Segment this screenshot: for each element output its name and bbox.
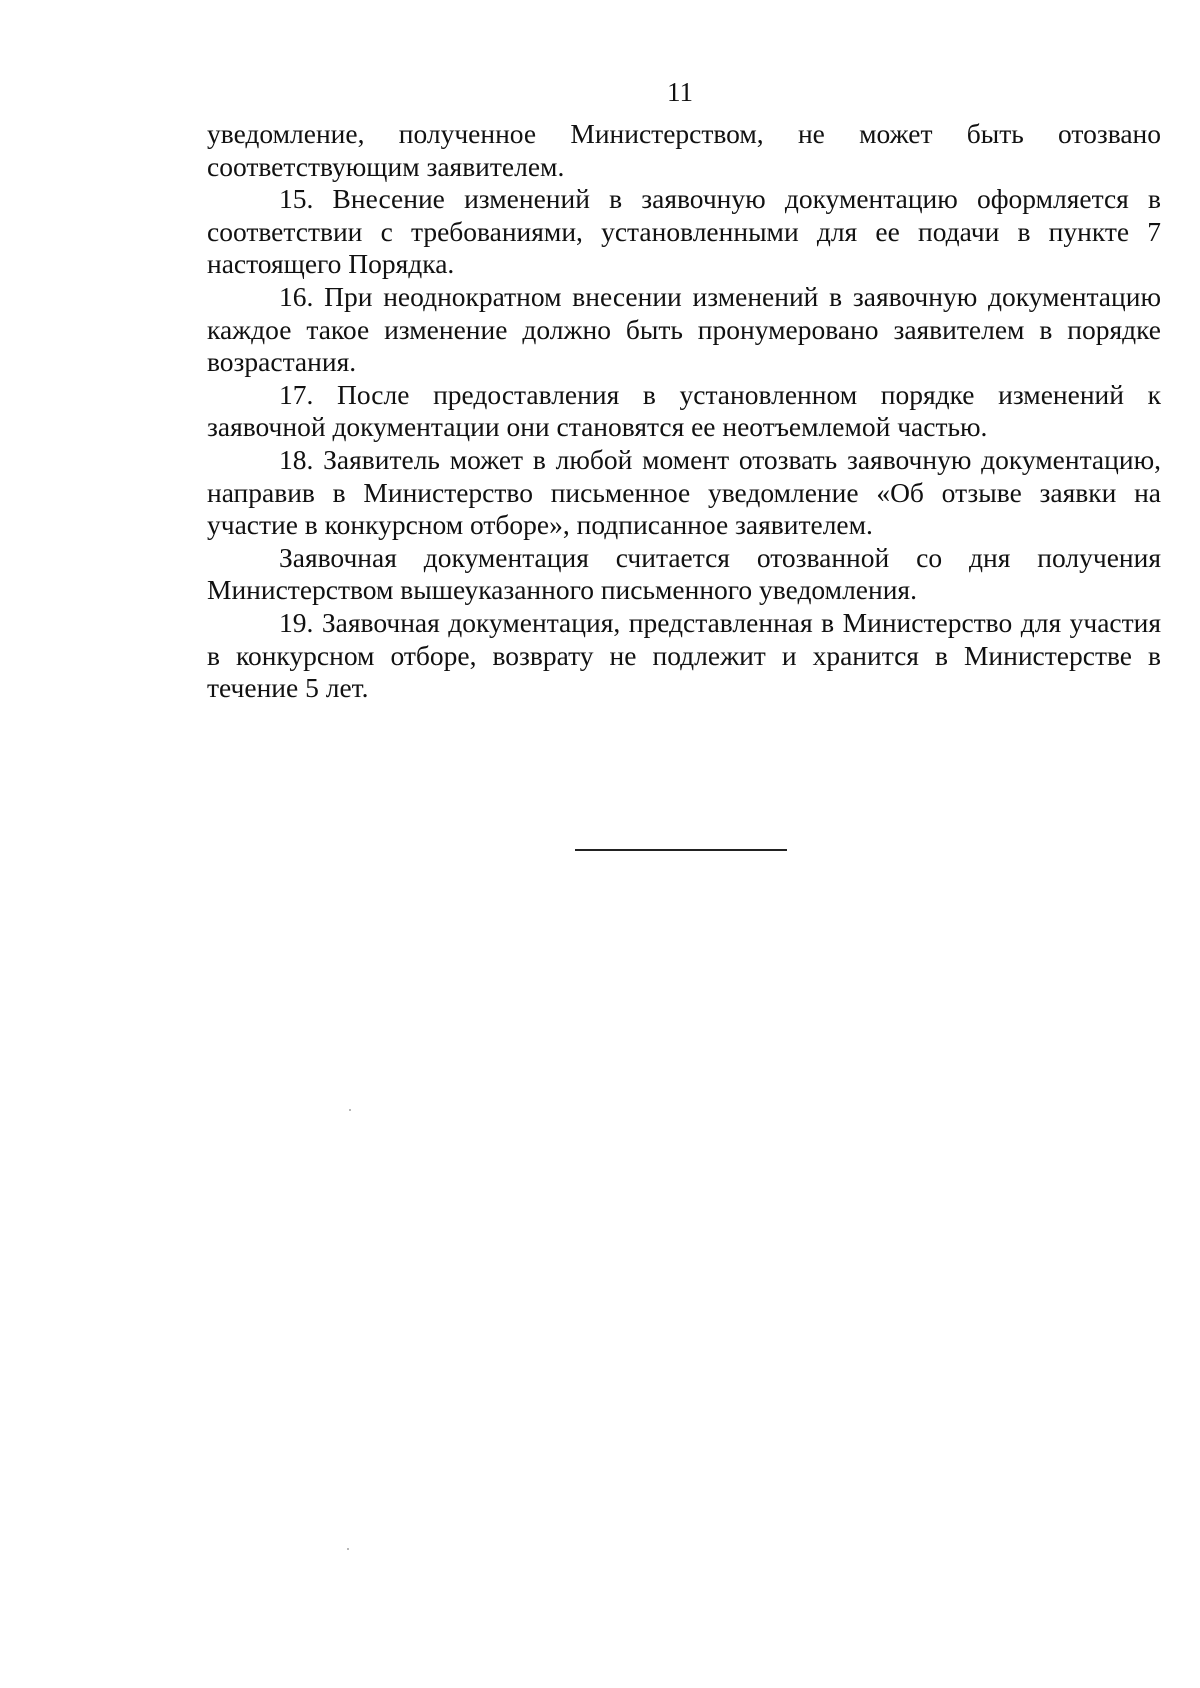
paragraph-15: 15. Внесение изменений в заявочную документацию оформляется в соответствии с требованиями, установленными для ее подачи в пункте 7 настоящего Порядка. [207,183,1161,280]
scan-speck [349,1109,351,1111]
paragraph-18: 18. Заявитель может в любой момент отозвать заявочную документацию, направив в Министерство письменное уведомление «Об отзыве заявки на участие в конкурсном отборе», подписанное заявителем. [207,443,1161,541]
page-number: 11 [667,77,693,107]
paragraph-16: 16. При неоднократном внесении изменений в заявочную документацию каждое такое изменение должно быть пронумеровано заявителем в порядке возрастания. [207,280,1161,378]
paragraph-continuation: уведомление, полученное Министерством, не может быть отозвано соответствующим заявителем. [207,118,1161,182]
end-separator-line [575,849,787,851]
scan-speck [347,1548,349,1550]
paragraph-18-note: Заявочная документация считается отозванной со дня получения Министерством вышеуказанного письменного уведомления. [207,541,1161,606]
paragraph-19: 19. Заявочная документация, представленная в Министерство для участия в конкурсном отборе, возврату не подлежит и хранится в Министерстве в течение 5 лет. [207,606,1161,704]
document-body [207,118,1161,705]
paragraph-17: 17. После предоставления в установленном порядке изменений к заявочной документации они становятся ее неотъемлемой частью. [207,378,1161,443]
